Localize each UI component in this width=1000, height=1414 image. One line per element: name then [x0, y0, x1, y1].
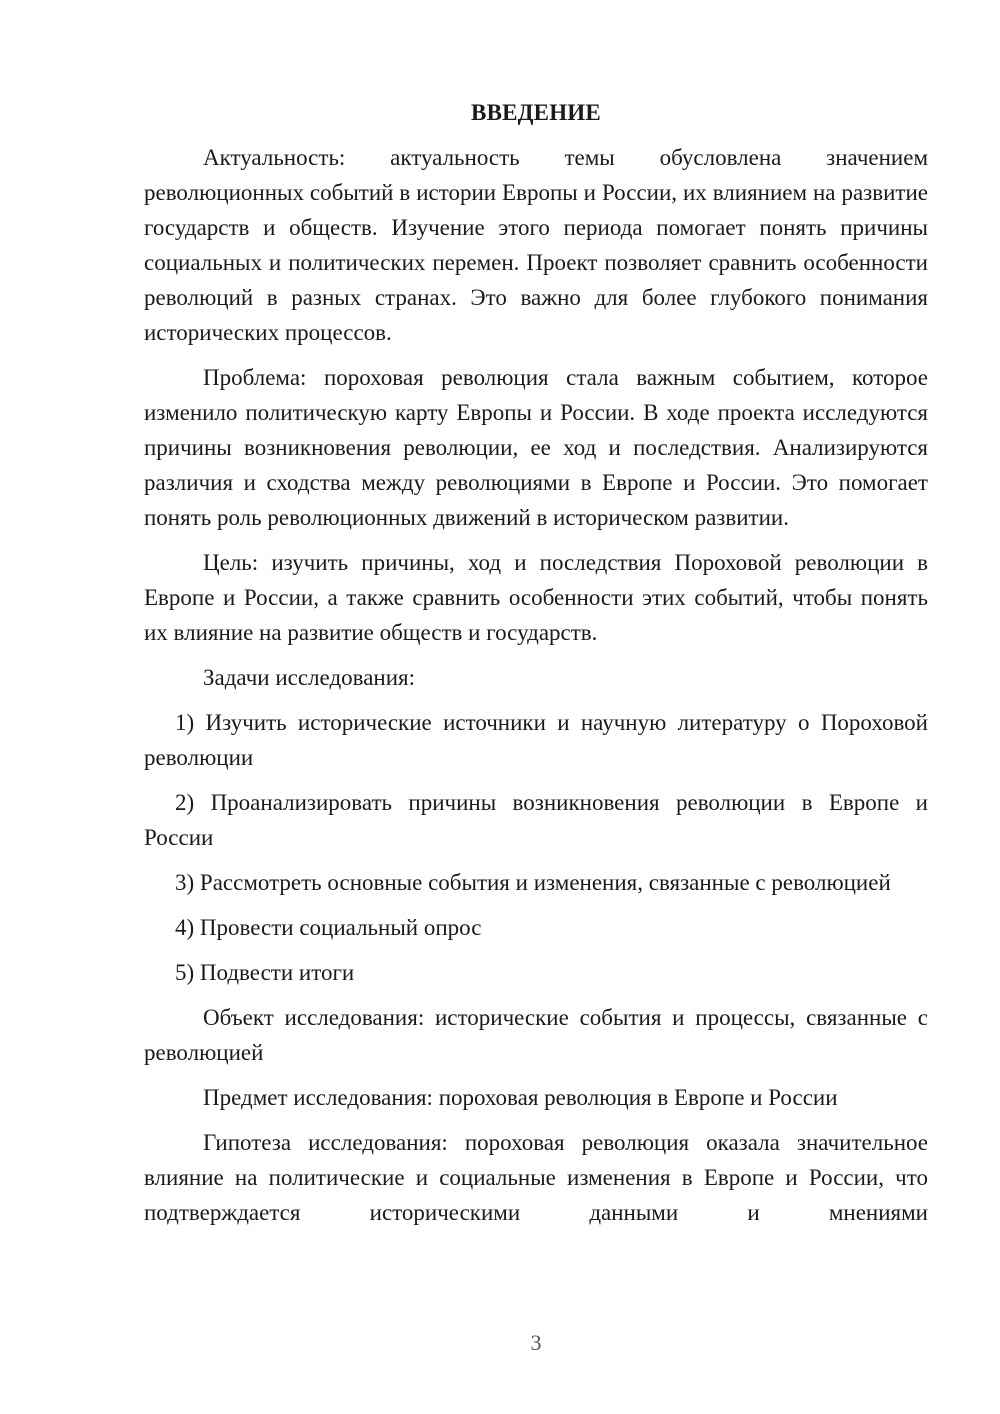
task-item-3: 3) Рассмотреть основные события и изменения, связанные с революцией — [175, 870, 891, 895]
tasks-title: Задачи исследования: — [203, 665, 416, 690]
page-content — [144, 95, 928, 1240]
task-item-2: 2) Проанализировать причины возникновения революции в Европе и России — [144, 790, 928, 850]
paragraph-hypothesis: Гипотеза исследования: пороховая революция оказала значительное влияние на политические и социальные изменения в Европе и России, что подтверждается историческими данными и мнениями — [144, 1130, 928, 1225]
page-number: 3 — [530, 1330, 542, 1355]
task-item-4: 4) Провести социальный опрос — [175, 915, 482, 940]
paragraph-problem: Проблема: пороховая революция стала важным событием, которое изменило политическую карту Европы и России. В ходе проекта исследуются причины возникновения революции, ее ход и последствия. Анализируются различия и сходства между революциями в Европе и России. Это помогает понять роль революционных движений в историческом развитии. — [144, 365, 928, 530]
paragraph-object: Объект исследования: исторические события и процессы, связанные с революцией — [144, 1005, 928, 1065]
task-item-5: 5) Подвести итоги — [175, 960, 355, 985]
paragraph-relevance: Актуальность: актуальность темы обусловлена значением революционных событий в истории Европы и России, их влиянием на развитие государств и обществ. Изучение этого периода помогает понять причины социальных и политических перемен. Проект позволяет сравнить особенности революций в разных странах. Это важно для более глубокого понимания исторических процессов. — [144, 145, 928, 345]
task-item-1: 1) Изучить исторические источники и научную литературу о Пороховой революции — [144, 710, 928, 770]
paragraph-subject: Предмет исследования: пороховая революция в Европе и России — [203, 1085, 838, 1110]
paragraph-goal: Цель: изучить причины, ход и последствия Пороховой революции в Европе и России, а также сравнить особенности этих событий, чтобы понять их влияние на развитие обществ и государств. — [144, 550, 928, 645]
section-heading: ВВЕДЕНИЕ — [471, 100, 601, 125]
